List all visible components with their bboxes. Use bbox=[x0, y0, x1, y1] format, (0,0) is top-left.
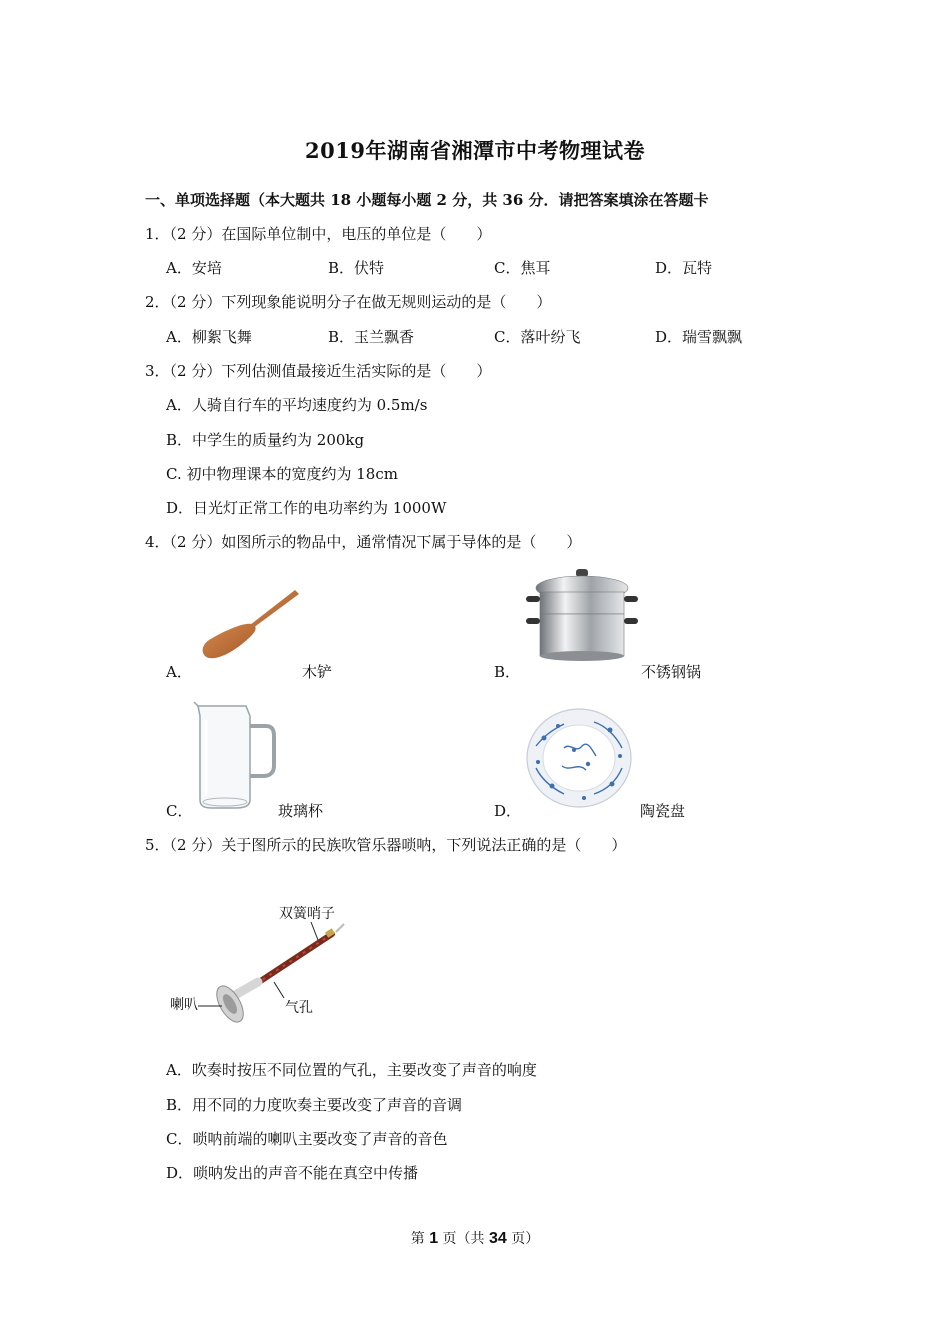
page-footer bbox=[0, 1228, 950, 1248]
q1-option-b: B．伏特 bbox=[328, 259, 385, 277]
page-title: 2019年湖南省湘潭市中考物理试卷 bbox=[305, 138, 645, 163]
question-1-stem: 1．（2 分）在国际单位制中，电压的单位是（ ） bbox=[145, 225, 492, 243]
q4-option-c-caption: 玻璃杯 bbox=[278, 802, 324, 820]
suona-hole-label: 气孔 bbox=[285, 1000, 313, 1016]
q5-option-a: A．吹奏时按压不同位置的气孔，主要改变了声音的响度 bbox=[166, 1061, 537, 1079]
q4-option-d-letter: D． bbox=[494, 802, 522, 820]
q4-option-a-caption: 木铲 bbox=[302, 663, 333, 681]
q1-option-d: D．瓦特 bbox=[655, 259, 713, 277]
suona-horn-label: 喇叭 bbox=[170, 997, 198, 1013]
q5-option-b: B．用不同的力度吹奏主要改变了声音的音调 bbox=[166, 1096, 463, 1114]
footer-pre: 第 bbox=[410, 1231, 425, 1247]
q2-option-b: B．玉兰飘香 bbox=[328, 328, 415, 346]
q4-option-d-caption: 陶瓷盘 bbox=[640, 802, 686, 820]
q3-option-d: D．日光灯正常工作的电功率约为 1000W bbox=[166, 499, 447, 517]
q1-option-a: A．安培 bbox=[166, 259, 222, 277]
q4-option-a-letter: A． bbox=[166, 663, 192, 681]
q5-option-d: D．唢呐发出的声音不能在真空中传播 bbox=[166, 1164, 419, 1182]
suona-reed-label: 双簧哨子 bbox=[279, 906, 335, 922]
section-heading: 一、单项选择题（本大题共 18 小题每小题 2 分，共 36 分．请把答案填涂在答题卡 bbox=[145, 191, 709, 209]
steel-pot-image bbox=[522, 566, 642, 664]
q4-option-b-caption: 不锈钢锅 bbox=[641, 663, 702, 681]
footer-page-number: 1 bbox=[429, 1230, 439, 1247]
glass-cup-image bbox=[192, 700, 278, 810]
q2-option-d: D．瑞雪飘飘 bbox=[655, 328, 743, 346]
question-2-stem: 2．（2 分）下列现象能说明分子在做无规则运动的是（ ） bbox=[145, 293, 552, 311]
q3-option-c: C. 初中物理课本的宽度约为 18cm bbox=[166, 465, 398, 483]
q2-option-a: A．柳絮飞舞 bbox=[166, 328, 252, 346]
question-4-stem: 4．（2 分）如图所示的物品中，通常情况下属于导体的是（ ） bbox=[145, 533, 582, 551]
q4-option-c-letter: C． bbox=[166, 802, 193, 820]
footer-total-pages: 34 bbox=[489, 1230, 507, 1247]
q4-option-b-letter: B． bbox=[494, 663, 521, 681]
q5-option-c: C．唢呐前端的喇叭主要改变了声音的音色 bbox=[166, 1130, 448, 1148]
q3-option-a: A．人骑自行车的平均速度约为 0.5m/s bbox=[166, 396, 428, 414]
q3-option-b: B．中学生的质量约为 200kg bbox=[166, 431, 365, 449]
question-3-stem: 3．（2 分）下列估测值最接近生活实际的是（ ） bbox=[145, 362, 492, 380]
wooden-spatula-image bbox=[195, 582, 305, 664]
ceramic-plate-image bbox=[524, 706, 634, 810]
footer-mid: 页（共 bbox=[442, 1231, 485, 1247]
question-5-stem: 5．（2 分）关于图所示的民族吹管乐器唢呐，下列说法正确的是（ ） bbox=[145, 836, 627, 854]
footer-post: 页） bbox=[511, 1231, 540, 1247]
q2-option-c: C．落叶纷飞 bbox=[494, 328, 581, 346]
q1-option-c: C．焦耳 bbox=[494, 259, 551, 277]
